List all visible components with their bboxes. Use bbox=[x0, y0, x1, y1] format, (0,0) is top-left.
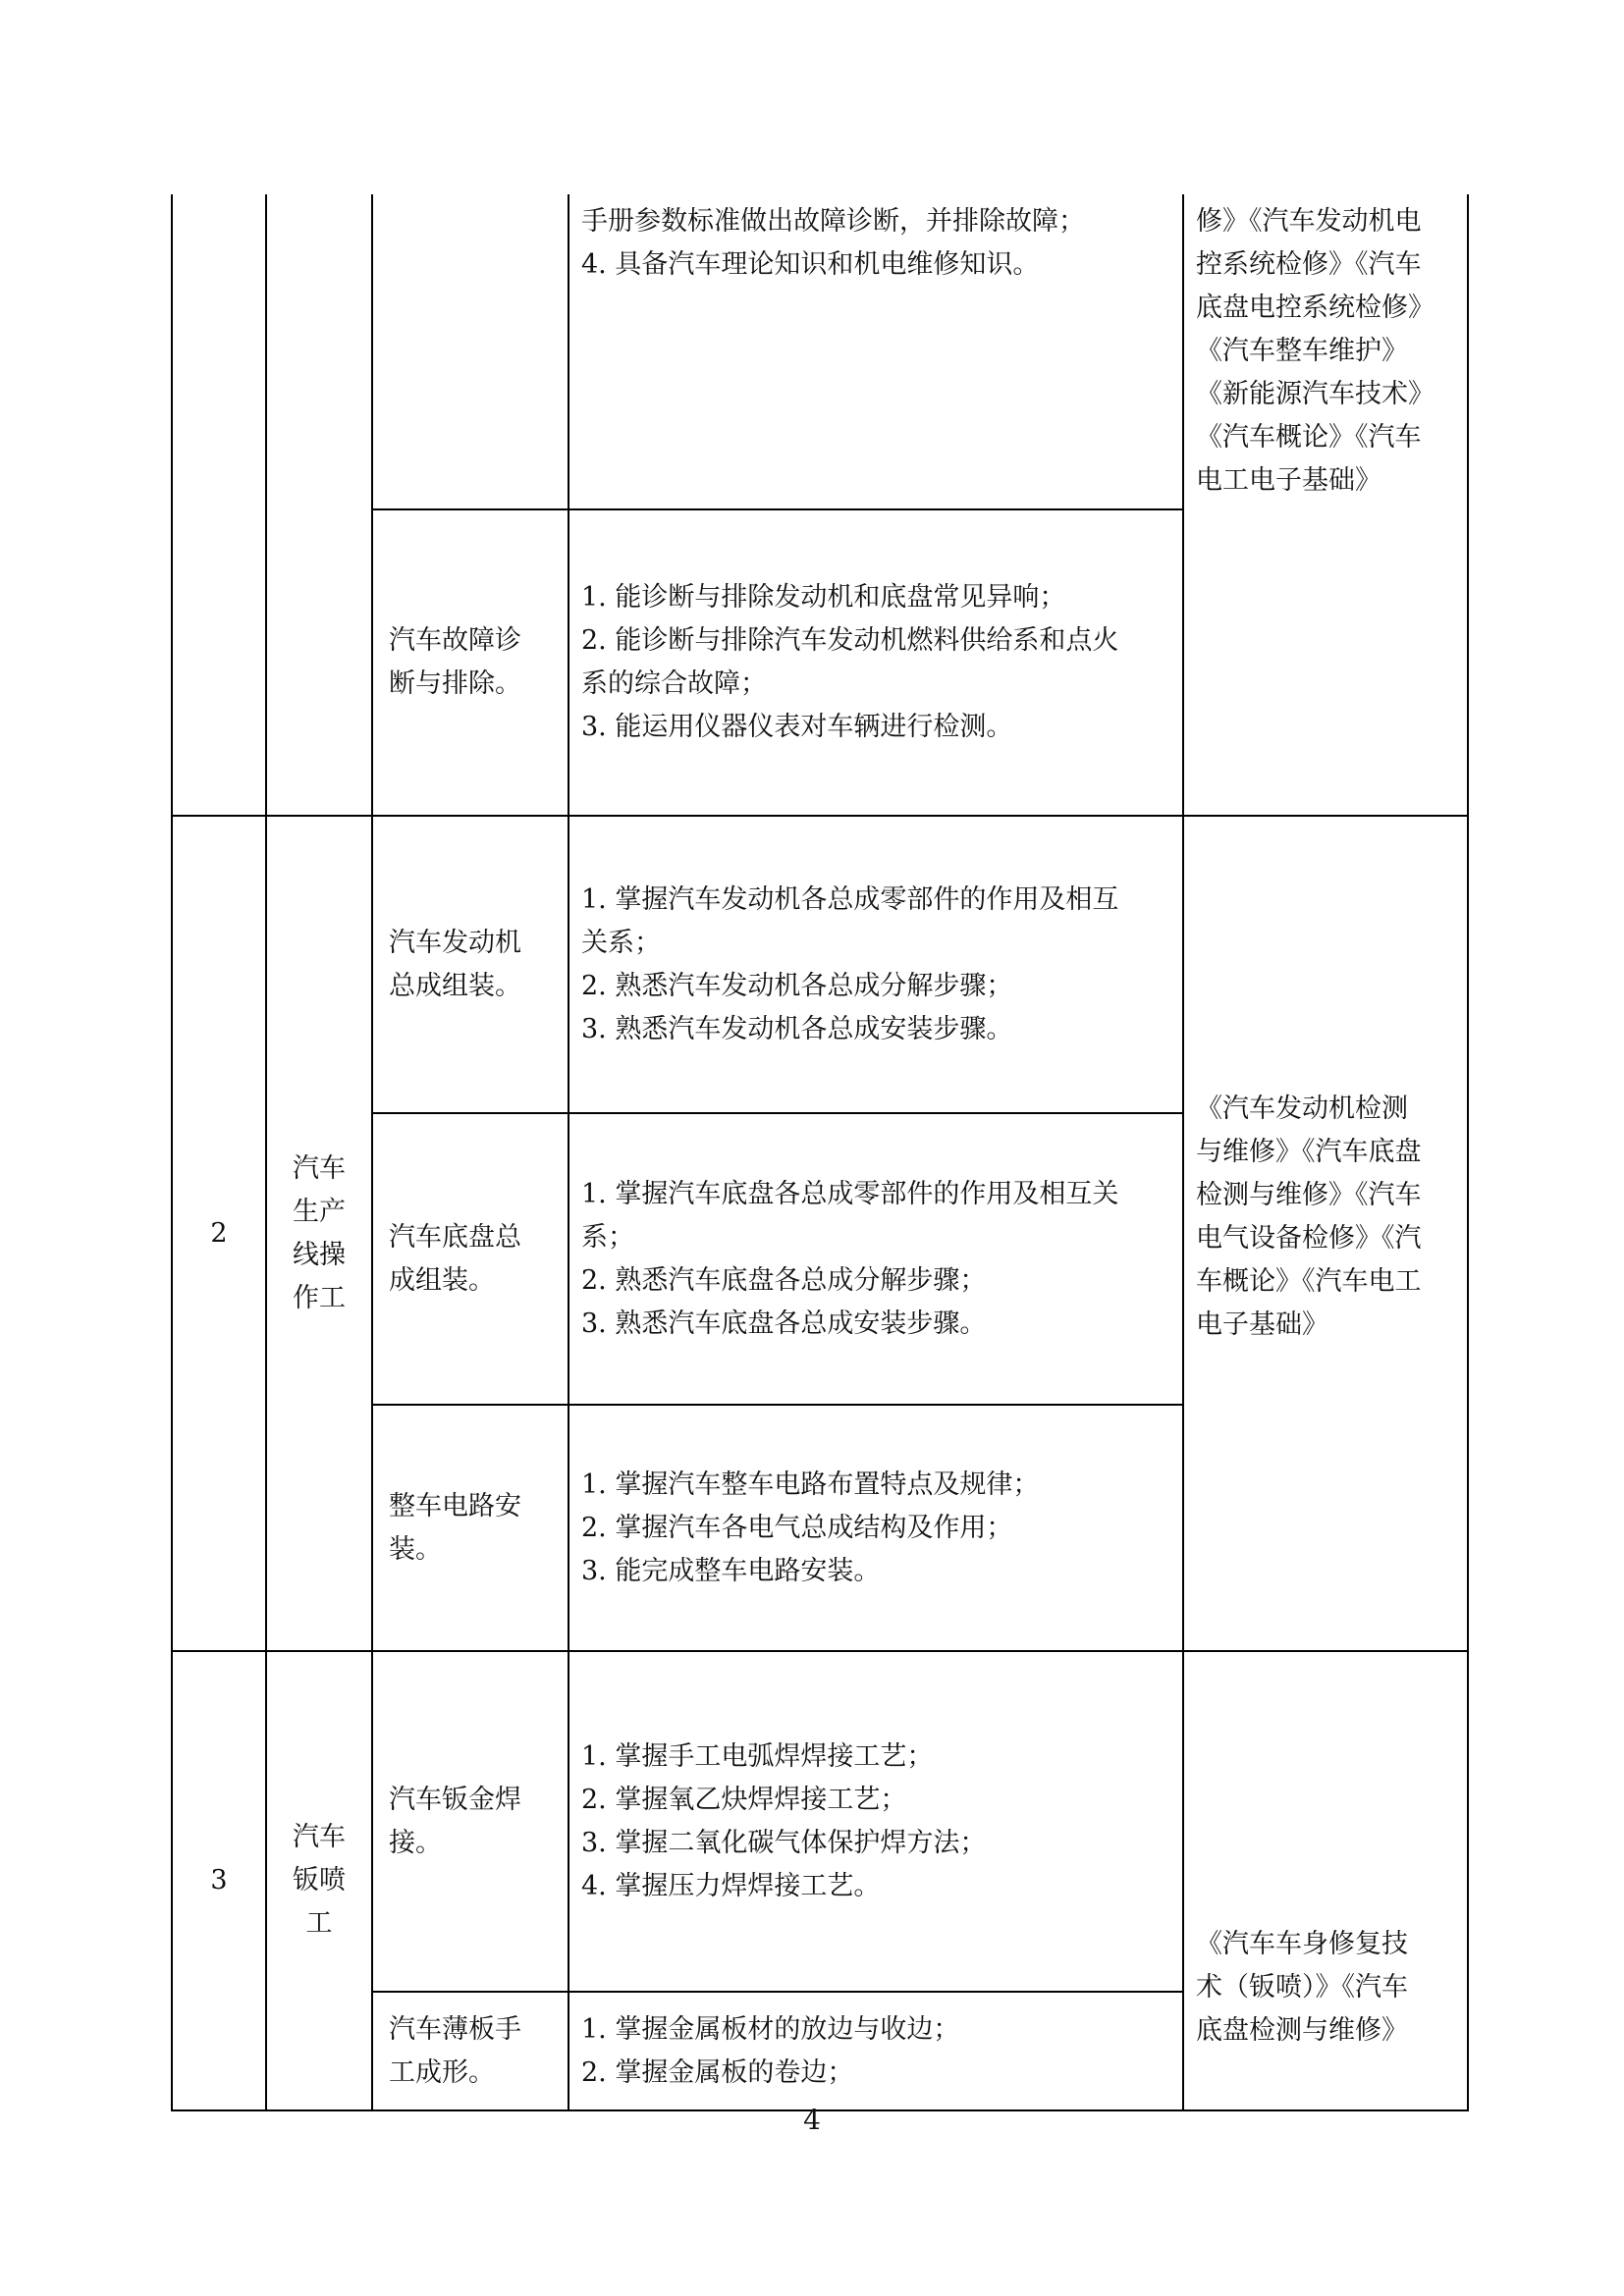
column-divider bbox=[1182, 194, 1184, 2111]
text-line: 4. 掌握压力焊焊接工艺。 bbox=[581, 1870, 881, 1901]
text-line: 汽车 bbox=[293, 1152, 346, 1184]
task-name-cell bbox=[389, 1114, 566, 1404]
text-line: 汽车薄板手 bbox=[389, 2013, 521, 2045]
text-line: 1. 掌握汽车发动机各总成零部件的作用及相互 bbox=[581, 883, 1119, 915]
text-line: 汽车钣金焊 bbox=[389, 1784, 521, 1815]
text-line: 3. 熟悉汽车发动机各总成安装步骤。 bbox=[581, 1013, 1013, 1044]
requirements-cell bbox=[581, 1652, 1180, 1991]
text-line: 2. 熟悉汽车发动机各总成分解步骤； bbox=[581, 970, 1013, 1001]
text-line: 2. 掌握金属板的卷边； bbox=[581, 2056, 854, 2088]
text-line: 成组装。 bbox=[389, 1264, 495, 1296]
seq-number-cell bbox=[173, 817, 265, 1650]
text-line: 作工 bbox=[293, 1282, 346, 1313]
courses-cell bbox=[1196, 1914, 1471, 2061]
text-line: 汽车故障诊 bbox=[389, 625, 521, 656]
requirements-cell bbox=[581, 817, 1180, 1112]
task-name-cell bbox=[389, 1652, 566, 1991]
text-line: 3. 能完成整车电路安装。 bbox=[581, 1555, 881, 1586]
column-divider bbox=[371, 194, 373, 2111]
text-line: 电子基础》 bbox=[1196, 1309, 1328, 1340]
requirements-cell bbox=[581, 1114, 1180, 1404]
text-line: 钣喷 bbox=[293, 1865, 346, 1896]
text-line: 修》《汽车发动机电 bbox=[1196, 206, 1422, 237]
text-line: 3. 能运用仪器仪表对车辆进行检测。 bbox=[581, 712, 1013, 742]
text-line: 《汽车整车维护》 bbox=[1196, 336, 1408, 366]
text-line: 1. 掌握金属板材的放边与收边； bbox=[581, 2013, 960, 2045]
text-line: 1. 掌握手工电弧焊焊接工艺； bbox=[581, 1740, 934, 1772]
text-line: 《汽车车身修复技 bbox=[1196, 1929, 1408, 1959]
task-name-cell bbox=[389, 1993, 566, 2109]
requirements-cell bbox=[581, 1993, 1180, 2109]
text-line: 系； bbox=[581, 1221, 634, 1253]
text-line: 《汽车概论》《汽车 bbox=[1196, 422, 1422, 453]
task-name-cell bbox=[389, 1406, 566, 1650]
text-line: 2. 熟悉汽车底盘各总成分解步骤； bbox=[581, 1264, 987, 1296]
text-line: 2. 掌握氧乙炔焊焊接工艺； bbox=[581, 1784, 907, 1815]
text-line: 电气设备检修》《汽 bbox=[1196, 1223, 1422, 1254]
text-line: 3. 熟悉汽车底盘各总成安装步骤。 bbox=[581, 1308, 987, 1339]
page-number: 4 bbox=[803, 2104, 821, 2136]
seq-number: 3 bbox=[210, 1865, 228, 1896]
courses-cell bbox=[1196, 200, 1471, 514]
text-line: 总成组装。 bbox=[389, 970, 521, 1001]
column-divider bbox=[568, 194, 569, 2111]
text-line: 控系统检修》《汽车 bbox=[1196, 249, 1422, 280]
text-line: 1. 掌握汽车底盘各总成零部件的作用及相互关 bbox=[581, 1178, 1119, 1209]
text-line: 车概论》《汽车电工 bbox=[1196, 1266, 1422, 1297]
text-line: 底盘电控系统检修》 bbox=[1196, 293, 1435, 323]
text-line: 底盘检测与维修》 bbox=[1196, 2015, 1408, 2046]
text-line: 3. 掌握二氧化碳气体保护焊方法； bbox=[581, 1827, 987, 1858]
text-line: 整车电路安 bbox=[389, 1490, 521, 1522]
text-line: 关系； bbox=[581, 927, 661, 958]
text-line: 1. 能诊断与排除发动机和底盘常见异响； bbox=[581, 582, 1066, 613]
text-line: 2. 能诊断与排除汽车发动机燃料供给系和点火 bbox=[581, 625, 1119, 656]
text-line: 《新能源汽车技术》 bbox=[1196, 379, 1435, 409]
text-line: 汽车 bbox=[293, 1822, 346, 1852]
requirements-cell bbox=[581, 510, 1180, 815]
requirements-cell bbox=[581, 1406, 1180, 1650]
position-cell bbox=[267, 1652, 371, 2109]
position-cell bbox=[267, 817, 371, 1650]
text-line: 手册参数标准做出故障诊断，并排除故障； bbox=[581, 206, 1085, 237]
text-line: 系的综合故障； bbox=[581, 668, 767, 699]
seq-number: 2 bbox=[210, 1217, 228, 1249]
text-line: 断与排除。 bbox=[389, 668, 521, 699]
task-name-cell bbox=[389, 817, 566, 1112]
text-line: 4. 具备汽车理论知识和机电维修知识。 bbox=[581, 249, 1040, 280]
text-line: 电工电子基础》 bbox=[1196, 465, 1381, 496]
task-name-cell bbox=[389, 510, 566, 815]
text-line: 生产 bbox=[293, 1196, 346, 1227]
text-line: 工成形。 bbox=[389, 2056, 495, 2088]
text-line: 2. 掌握汽车各电气总成结构及作用； bbox=[581, 1512, 1013, 1543]
text-line: 术（钣喷）》《汽车 bbox=[1196, 1972, 1408, 2002]
text-line: 1. 掌握汽车整车电路布置特点及规律； bbox=[581, 1468, 1040, 1500]
text-line: 线操 bbox=[293, 1239, 346, 1270]
text-line: 汽车底盘总 bbox=[389, 1221, 521, 1253]
text-line: 与维修》《汽车底盘 bbox=[1196, 1137, 1422, 1167]
courses-cell bbox=[1196, 1070, 1471, 1364]
text-line: 《汽车发动机检测 bbox=[1196, 1094, 1408, 1124]
text-line: 接。 bbox=[389, 1827, 442, 1858]
text-line: 汽车发动机 bbox=[389, 927, 521, 958]
requirements-cell bbox=[581, 200, 1180, 310]
seq-number-cell bbox=[173, 1652, 265, 2109]
text-line: 工 bbox=[305, 1908, 333, 1939]
text-line: 装。 bbox=[389, 1533, 442, 1565]
text-line: 检测与维修》《汽车 bbox=[1196, 1180, 1422, 1210]
